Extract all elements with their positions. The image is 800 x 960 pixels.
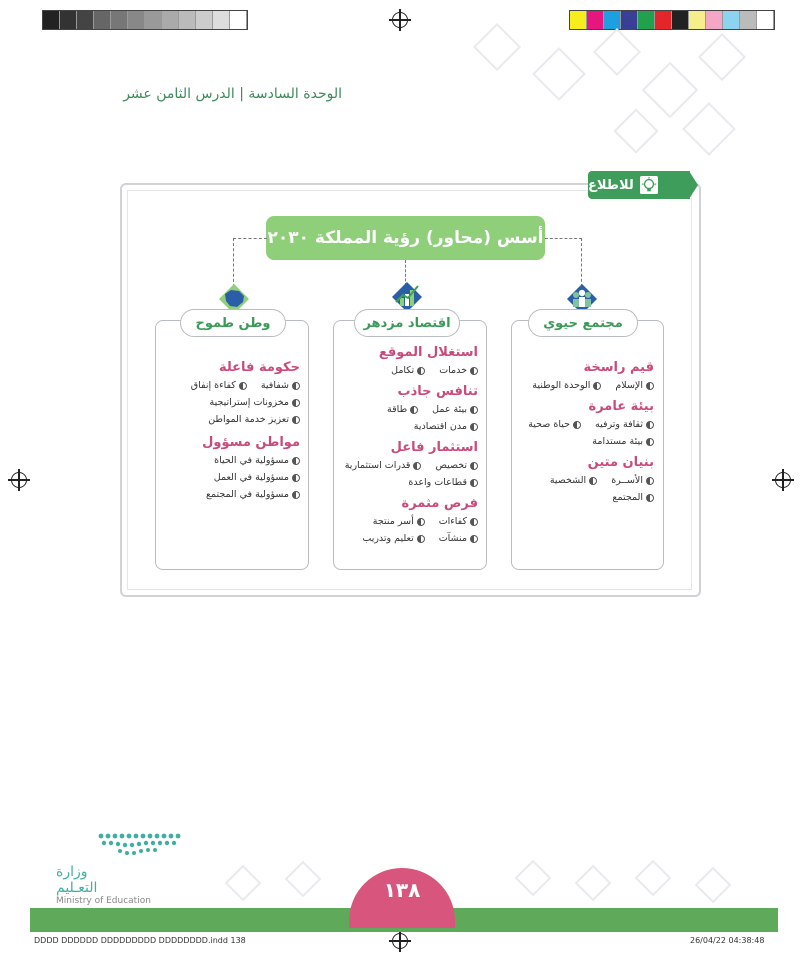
item-row bbox=[516, 419, 654, 430]
half-circle-bullet-icon bbox=[292, 382, 300, 390]
half-circle-bullet-icon bbox=[417, 535, 425, 543]
decor-square bbox=[593, 28, 641, 76]
chevron-left-icon bbox=[689, 171, 698, 199]
item-row bbox=[338, 533, 478, 544]
ministry-logo bbox=[56, 828, 196, 919]
list-item: بيئة مستدامة bbox=[592, 436, 654, 447]
print-timestamp: 26/04/22 04:38:48 bbox=[690, 936, 765, 945]
half-circle-bullet-icon bbox=[470, 518, 478, 526]
decor-square bbox=[695, 867, 732, 904]
list-item: حياة صحية bbox=[528, 419, 581, 430]
pillar-label-vibrant-society: مجتمع حيوي bbox=[528, 309, 638, 337]
list-item: كفاءات bbox=[439, 516, 478, 527]
item-row bbox=[516, 475, 654, 486]
registration-mark-bottom bbox=[392, 933, 408, 949]
list-item: تخصيص bbox=[435, 460, 478, 471]
item-row bbox=[160, 489, 300, 500]
item-row bbox=[160, 472, 300, 483]
half-circle-bullet-icon bbox=[470, 535, 478, 543]
item-row bbox=[338, 365, 478, 376]
half-circle-bullet-icon bbox=[646, 494, 654, 502]
pillar-content-ambitious-nation bbox=[160, 360, 300, 506]
half-circle-bullet-icon bbox=[292, 474, 300, 482]
half-circle-bullet-icon bbox=[417, 518, 425, 526]
lightbulb-icon bbox=[640, 176, 658, 194]
half-circle-bullet-icon bbox=[417, 367, 425, 375]
decor-square bbox=[225, 865, 262, 902]
pillar-label-thriving-economy: اقتصاد مزدهر bbox=[354, 309, 460, 337]
info-tag bbox=[588, 171, 690, 199]
section-heading: استثمار فاعل bbox=[390, 440, 478, 455]
item-row bbox=[338, 421, 478, 432]
decor-square bbox=[682, 102, 736, 156]
list-item: تكامل bbox=[391, 365, 425, 376]
list-item: طاقة bbox=[387, 404, 418, 415]
list-item: ثقافة وترفيه bbox=[595, 419, 654, 430]
half-circle-bullet-icon bbox=[292, 416, 300, 424]
list-item: قدرات استثمارية bbox=[345, 460, 422, 471]
half-circle-bullet-icon bbox=[292, 399, 300, 407]
page-number: ١٣٨ bbox=[349, 868, 455, 928]
list-item: أسر منتجة bbox=[373, 516, 425, 527]
list-item: بيئة عمل bbox=[432, 404, 478, 415]
item-row bbox=[160, 380, 300, 391]
list-item: مسؤولية في العمل bbox=[214, 472, 300, 483]
half-circle-bullet-icon bbox=[292, 457, 300, 465]
list-item: المجتمع bbox=[612, 492, 654, 503]
ministry-name-ar: وزارة التعـليم bbox=[56, 864, 98, 896]
connector-left bbox=[233, 238, 267, 287]
list-item: تعزيز خدمة المواطن bbox=[208, 414, 300, 425]
registration-mark-top bbox=[392, 12, 408, 28]
registration-mark-right bbox=[775, 472, 791, 488]
item-row bbox=[516, 492, 654, 503]
half-circle-bullet-icon bbox=[470, 462, 478, 470]
item-row bbox=[516, 436, 654, 447]
section-heading: تنافس جاذب bbox=[397, 384, 478, 399]
list-item: الوحدة الوطنية bbox=[532, 380, 601, 391]
ministry-dots-logo-icon bbox=[56, 828, 186, 862]
decor-square bbox=[532, 47, 586, 101]
decor-square bbox=[285, 861, 322, 898]
item-row bbox=[338, 404, 478, 415]
section-heading: حكومة فاعلة bbox=[218, 360, 300, 375]
list-item: مدن اقتصادية bbox=[414, 421, 478, 432]
connector-right bbox=[545, 238, 582, 287]
decor-square bbox=[642, 62, 699, 119]
section-heading: فرص مثمرة bbox=[401, 496, 478, 511]
decor-square bbox=[473, 23, 521, 71]
half-circle-bullet-icon bbox=[413, 462, 421, 470]
pillar-label-ambitious-nation: وطن طموح bbox=[180, 309, 286, 337]
half-circle-bullet-icon bbox=[470, 406, 478, 414]
registration-mark-left bbox=[11, 472, 27, 488]
ministry-name-en: Ministry of Education bbox=[56, 896, 151, 906]
item-row bbox=[338, 460, 478, 471]
print-file-name: DDDD DDDDDD DDDDDDDDD DDDDDDDD.indd 138 bbox=[34, 936, 246, 945]
section-heading: بيئة عامرة bbox=[588, 399, 654, 414]
list-item: منشآت bbox=[439, 533, 478, 544]
info-tag-label: للاطلاع bbox=[588, 177, 634, 193]
pillar-content-thriving-economy bbox=[338, 345, 478, 550]
half-circle-bullet-icon bbox=[646, 382, 654, 390]
decor-square bbox=[613, 108, 658, 153]
half-circle-bullet-icon bbox=[646, 421, 654, 429]
list-item: قطاعات واعدة bbox=[408, 477, 478, 488]
color-bar bbox=[569, 10, 775, 30]
item-row bbox=[160, 397, 300, 408]
list-item: مسؤولية في الحياة bbox=[214, 455, 300, 466]
decor-square bbox=[698, 33, 746, 81]
half-circle-bullet-icon bbox=[470, 479, 478, 487]
list-item: مسؤولية في المجتمع bbox=[206, 489, 300, 500]
lesson-header: الوحدة السادسة | الدرس الثامن عشر bbox=[123, 86, 342, 102]
list-item: كفاءة إنفاق bbox=[191, 380, 247, 391]
list-item: شفافية bbox=[261, 380, 300, 391]
half-circle-bullet-icon bbox=[573, 421, 581, 429]
half-circle-bullet-icon bbox=[646, 438, 654, 446]
item-row bbox=[160, 414, 300, 425]
section-heading: استغلال الموقع bbox=[378, 345, 478, 360]
item-row bbox=[160, 455, 300, 466]
list-item: الشخصية bbox=[550, 475, 597, 486]
list-item: تعليم وتدريب bbox=[362, 533, 424, 544]
decor-square bbox=[575, 865, 612, 902]
grayscale-bar bbox=[42, 10, 248, 30]
section-heading: بنيان متين bbox=[587, 455, 654, 470]
pillar-content-vibrant-society bbox=[516, 360, 654, 509]
item-row bbox=[338, 477, 478, 488]
section-heading: قيم راسخة bbox=[583, 360, 654, 375]
list-item: مخزونات إستراتيجية bbox=[209, 397, 300, 408]
half-circle-bullet-icon bbox=[410, 406, 418, 414]
list-item: خدمات bbox=[439, 365, 478, 376]
half-circle-bullet-icon bbox=[470, 423, 478, 431]
item-row bbox=[516, 380, 654, 391]
item-row bbox=[338, 516, 478, 527]
section-heading: مواطن مسؤول bbox=[202, 435, 300, 450]
decor-square bbox=[635, 860, 672, 897]
half-circle-bullet-icon bbox=[239, 382, 247, 390]
half-circle-bullet-icon bbox=[292, 491, 300, 499]
diagram-title: أسس (محاور) رؤية المملكة ٢٠٣٠ bbox=[266, 216, 545, 260]
list-item: الإسلام bbox=[615, 380, 654, 391]
half-circle-bullet-icon bbox=[470, 367, 478, 375]
half-circle-bullet-icon bbox=[589, 477, 597, 485]
decor-square bbox=[515, 860, 552, 897]
half-circle-bullet-icon bbox=[593, 382, 601, 390]
list-item: الأســرة bbox=[611, 475, 654, 486]
half-circle-bullet-icon bbox=[646, 477, 654, 485]
